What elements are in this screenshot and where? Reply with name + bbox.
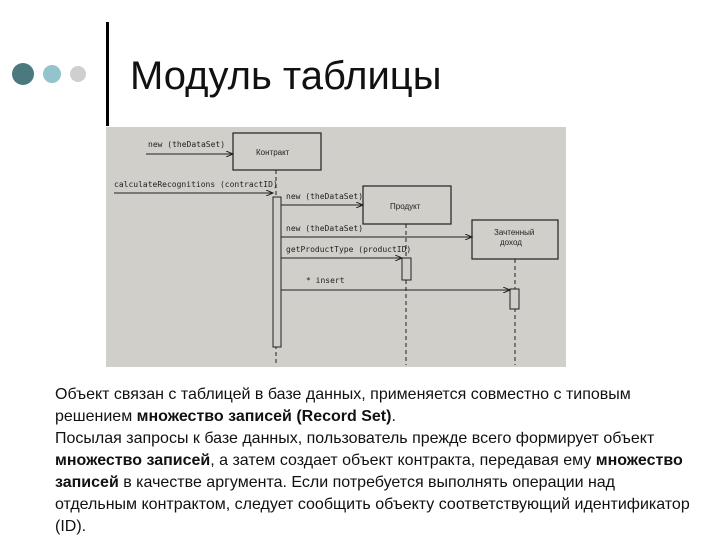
get-product-type-label: getProductType (productID) (286, 245, 412, 254)
calculate-label: calculateRecognitions (contractID) (114, 180, 278, 189)
description-text-span: , а затем создает объект контракта, передавая ему (210, 452, 596, 469)
record-set-term: множество записей (Record Set) (136, 408, 392, 425)
description-text (55, 384, 695, 538)
record-set-term: множество записей (55, 452, 683, 491)
dot-light-icon (43, 65, 61, 83)
recognition-object-label-2: доход (500, 238, 522, 247)
title-divider (106, 22, 109, 126)
new-dataset-label: new (theDataSet) (148, 140, 226, 149)
description-text-span: . (391, 408, 396, 425)
description-text-span: Посылая запросы к базе данных, пользователь прежде всего формирует объект (55, 430, 655, 447)
recognition-object-label-1: Зачтенный (494, 228, 535, 237)
recognition-activation (510, 289, 519, 309)
description-paragraph-2 (55, 428, 695, 538)
dot-grey-icon (70, 66, 86, 82)
dot-dark-icon (12, 63, 34, 85)
new-product-label: new (theDataSet) (286, 192, 364, 201)
sequence-diagram (106, 127, 566, 367)
contract-activation (273, 197, 281, 347)
product-activation (402, 258, 411, 280)
contract-object-label: Контракт (256, 148, 290, 157)
description-text-span: Объект связан с таблицей в базе данных, применяется совместно с типовым решением (55, 386, 631, 425)
insert-label: * insert (306, 276, 345, 285)
product-object-label: Продукт (390, 202, 421, 211)
description-text-span: в качестве аргумента. Если потребуется выполнять операции над отдельным контрактом, следует сообщить объекту соответствующий идентификатор (ID). (55, 474, 690, 535)
sequence-diagram-svg (106, 127, 566, 367)
description-paragraph-1 (55, 384, 695, 428)
slide-title: Модуль таблицы (130, 54, 442, 98)
record-set-term: множество записей (55, 452, 211, 469)
new-recognition-label: new (theDataSet) (286, 224, 364, 233)
